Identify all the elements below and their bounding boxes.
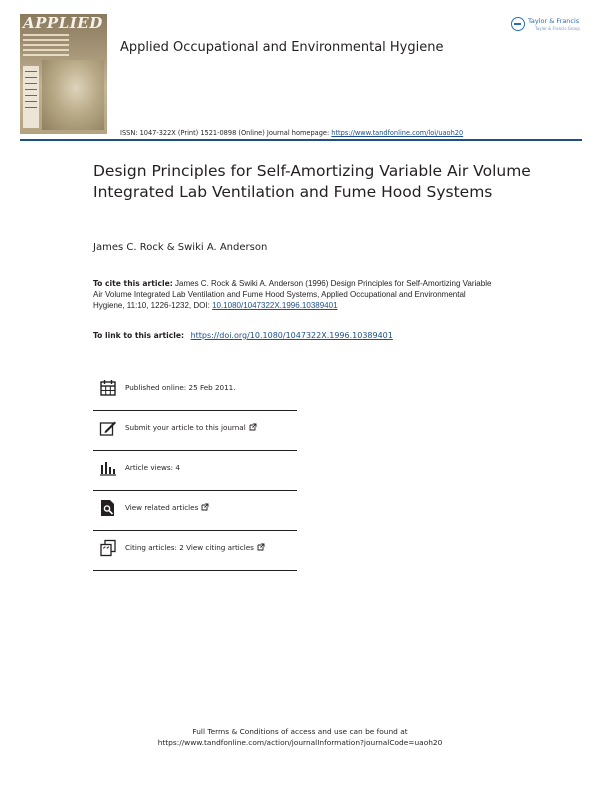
link-to-article xyxy=(93,331,393,340)
published-online-text: Published online: 25 Feb 2011. xyxy=(125,383,236,392)
cover-title: APPLIED xyxy=(23,14,103,32)
publisher-logo[interactable]: Taylor & Francis Taylor & Francis Group xyxy=(511,17,583,37)
citing-articles-row[interactable] xyxy=(93,531,297,571)
header-divider xyxy=(20,139,582,141)
journal-cover-image xyxy=(20,14,107,134)
related-articles-row[interactable] xyxy=(93,491,297,531)
issn-text: ISSN: 1047-322X (Print) 1521-0898 (Online) Journal homepage: xyxy=(120,129,330,137)
link-label: To link to this article: xyxy=(93,331,185,340)
article-views-text: Article views: 4 xyxy=(125,463,180,472)
submit-pencil-icon xyxy=(99,419,117,437)
journal-name: Applied Occupational and Environmental Hygiene xyxy=(120,40,444,55)
bar-chart-icon xyxy=(99,459,117,477)
external-link-icon xyxy=(249,423,257,431)
cite-text: James C. Rock & Swiki A. Anderson (1996) Design Principles for Self-Amortizing Variable Air Volume Integrated Lab Ventilation and Fume Hood Systems, Applied Occupational and Environmental Hygiene, 11:10, 1226-1232, DOI: xyxy=(93,279,492,310)
published-online-row xyxy=(93,371,297,411)
citation-block xyxy=(93,278,493,311)
citing-articles-link[interactable]: Citing articles: 2 View citing articles xyxy=(125,543,254,552)
terms-url[interactable]: https://www.tandfonline.com/action/journalInformation?journalCode=uaoh20 xyxy=(157,738,443,747)
cite-label: To cite this article: xyxy=(93,279,173,288)
submit-article-link[interactable]: Submit your article to this journal xyxy=(125,423,246,432)
article-views-row xyxy=(93,451,297,491)
taylor-francis-logo-icon xyxy=(511,17,525,31)
issn-line xyxy=(120,129,463,137)
terms-footer xyxy=(0,726,600,748)
article-doi-link[interactable]: https://doi.org/10.1080/1047322X.1996.10389401 xyxy=(190,331,393,340)
article-info-list xyxy=(93,371,297,571)
external-link-icon xyxy=(201,503,209,511)
external-link-icon xyxy=(257,543,265,551)
journal-homepage-link[interactable]: https://www.tandfonline.com/loi/uaoh20 xyxy=(331,129,464,137)
related-search-icon xyxy=(99,499,117,517)
terms-text: Full Terms & Conditions of access and use can be found at xyxy=(192,727,408,736)
citing-articles-icon xyxy=(99,539,117,557)
cite-doi-link[interactable]: 10.1080/1047322X.1996.10389401 xyxy=(212,301,338,310)
related-articles-link[interactable]: View related articles xyxy=(125,503,199,512)
calendar-icon xyxy=(99,379,117,397)
article-title: Design Principles for Self-Amortizing Variable Air Volume Integrated Lab Ventilation and Fume Hood Systems xyxy=(93,162,531,201)
submit-article-row[interactable] xyxy=(93,411,297,451)
article-authors: James C. Rock & Swiki A. Anderson xyxy=(93,242,268,253)
